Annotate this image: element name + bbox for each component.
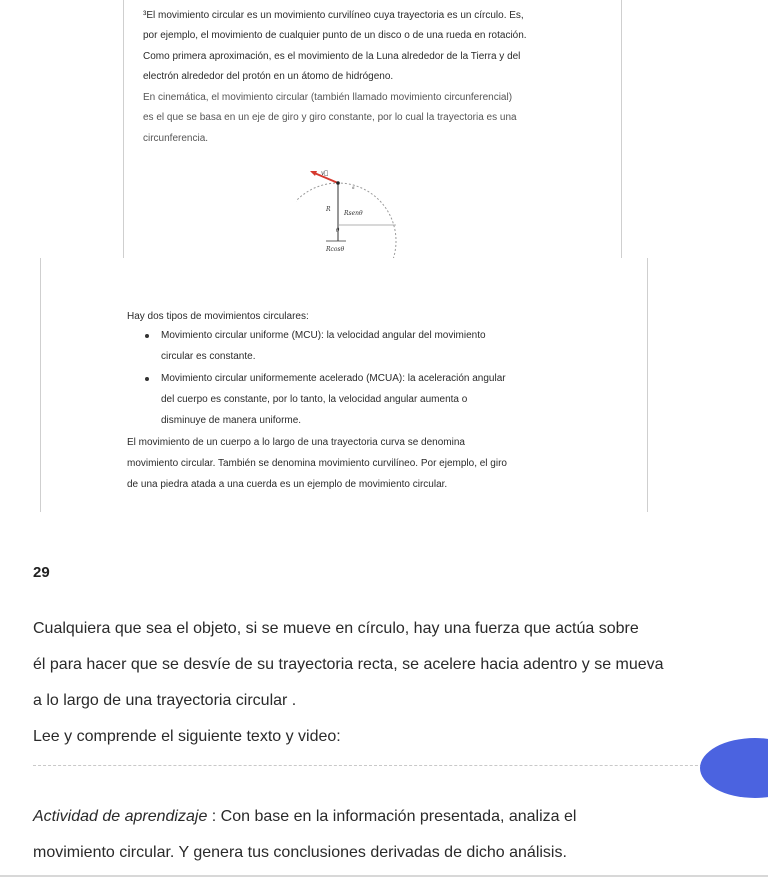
bullet1-line1: Movimiento circular uniforme (MCU): la velocidad angular del movimiento [161,330,486,341]
page1-line-6: es el que se basa en un eje de giro y giro constante, por lo cual la trayectoria es una [143,112,517,123]
bullet-2 [145,377,149,381]
rcos-label: Rcosθ [326,246,345,253]
page1-line-5: En cinemática, el movimiento circular (también llamado movimiento circunferencial) [143,92,513,103]
main-text-line2: él para hacer que se desvíe de su trayectoria recta, se acelere hacia adentro y se mueva [33,656,664,673]
para-line3: de una piedra atada a una cuerda es un ejemplo de movimiento circular. [127,479,448,490]
activity-line2: movimiento circular. Y genera tus conclusiones derivadas de dicho análisis. [33,844,567,861]
para-line2: movimiento circular. También se denomina movimiento curvilíneo. Por ejemplo, el giro [127,458,507,469]
bullet2-line1: Movimiento circular uniformemente acelerado (MCUA): la aceleración angular [161,373,506,384]
activity-line1 [33,808,576,826]
page-number: 29 [33,564,50,581]
page1-line-1: ³El movimiento circular es un movimiento curvilíneo cuya trayectoria es un círculo. Es, [143,10,524,21]
theta-label: θ [336,228,340,234]
dotted-divider [33,765,723,766]
page1-line-4: electrón alrededor del protón en un átomo de hidrógeno. [143,71,394,82]
velocity-arrowhead [310,171,317,176]
bullet2-line2: del cuerpo es constante, por lo tanto, la velocidad angular aumenta o [161,394,468,405]
main-text-line3: a lo largo de una trayectoria circular . [33,692,297,709]
document-page-top [123,0,622,258]
s-label: s [352,185,355,191]
bullet2-line3: disminuye de manera uniforme. [161,415,302,426]
types-intro: Hay dos tipos de movimientos circulares: [127,311,309,322]
page1-line-2: por ejemplo, el movimiento de cualquier punto de un disco o de una rueda en rotación. [143,30,527,41]
particle-point [336,181,340,185]
page1-line-3: Como primera aproximación, es el movimiento de la Luna alrededor de la Tierra y del [143,51,521,62]
v-label: v⃗ [321,170,328,177]
activity-line1-rest: : Con base en la información presentada, analiza el [207,808,577,825]
main-text-line1: Cualquiera que sea el objeto, si se mueve en círculo, hay una fuerza que actúa sobre [33,620,639,637]
bullet-1 [145,334,149,338]
bullet1-line2: circular es constante. [161,351,256,362]
page1-line-7: circunferencia. [143,133,209,144]
rsin-label: Rsenθ [344,210,363,217]
activity-label: Actividad de aprendizaje [33,808,208,825]
main-text-line4: Lee y comprende el siguiente texto y video: [33,728,341,745]
para-line1: El movimiento de un cuerpo a lo largo de una trayectoria curva se denomina [127,437,465,448]
r-label: R [326,206,331,213]
document-page-bottom [40,258,648,512]
blue-shape-decoration [700,738,768,798]
